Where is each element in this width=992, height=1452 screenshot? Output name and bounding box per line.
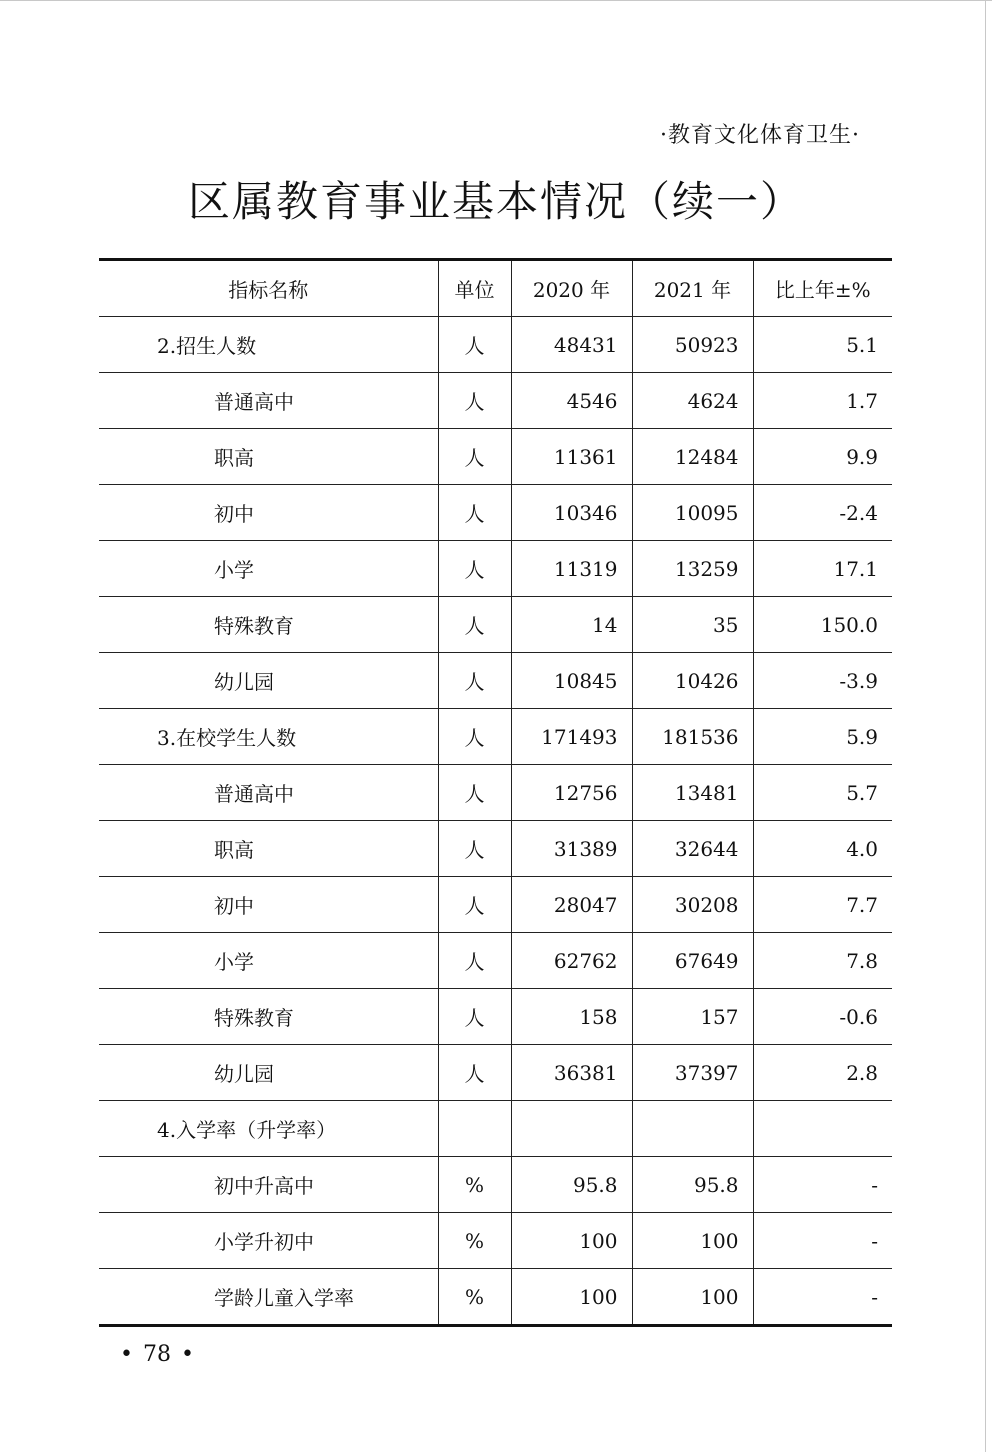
value-2020-cell: 62762	[511, 933, 632, 989]
unit-cell: 人	[438, 541, 511, 597]
change-cell: -	[753, 1269, 892, 1326]
indicator-name: 普通高中	[99, 373, 438, 429]
page-top-edge	[0, 0, 992, 1]
value-2021-cell: 157	[632, 989, 753, 1045]
value-2021-cell: 37397	[632, 1045, 753, 1101]
column-header-indicator: 指标名称	[99, 260, 438, 317]
change-cell: 7.7	[753, 877, 892, 933]
indicator-name: 4.入学率（升学率）	[99, 1101, 438, 1157]
value-2020-cell: 158	[511, 989, 632, 1045]
indicator-name: 特殊教育	[99, 597, 438, 653]
value-2020-cell: 36381	[511, 1045, 632, 1101]
indicator-name: 幼儿园	[99, 1045, 438, 1101]
column-header-unit: 单位	[438, 260, 511, 317]
value-2021-cell: 100	[632, 1213, 753, 1269]
table-row	[99, 1045, 892, 1101]
value-2020-cell: 12756	[511, 765, 632, 821]
indicator-name: 特殊教育	[99, 989, 438, 1045]
change-cell: 150.0	[753, 597, 892, 653]
unit-cell: 人	[438, 709, 511, 765]
indicator-name: 小学升初中	[99, 1213, 438, 1269]
column-header-change: 比上年±%	[753, 260, 892, 317]
table-row	[99, 877, 892, 933]
value-2021-cell	[632, 1101, 753, 1157]
value-2021-cell: 67649	[632, 933, 753, 989]
value-2020-cell	[511, 1101, 632, 1157]
education-statistics-table	[99, 258, 892, 1327]
value-2021-cell: 13259	[632, 541, 753, 597]
indicator-name: 2.招生人数	[99, 317, 438, 373]
value-2020-cell: 28047	[511, 877, 632, 933]
table-row	[99, 429, 892, 485]
unit-cell: 人	[438, 933, 511, 989]
value-2021-cell: 50923	[632, 317, 753, 373]
change-cell: 7.8	[753, 933, 892, 989]
value-2020-cell: 95.8	[511, 1157, 632, 1213]
indicator-name: 职高	[99, 429, 438, 485]
value-2020-cell: 11361	[511, 429, 632, 485]
table-row	[99, 1269, 892, 1326]
indicator-name: 幼儿园	[99, 653, 438, 709]
table-row	[99, 989, 892, 1045]
change-cell: 4.0	[753, 821, 892, 877]
unit-cell: 人	[438, 821, 511, 877]
change-cell: -	[753, 1213, 892, 1269]
bullet-right: •	[180, 1342, 194, 1367]
table-row	[99, 821, 892, 877]
change-cell: 2.8	[753, 1045, 892, 1101]
table-row	[99, 709, 892, 765]
unit-cell: 人	[438, 1045, 511, 1101]
value-2021-cell: 12484	[632, 429, 753, 485]
value-2020-cell: 11319	[511, 541, 632, 597]
indicator-name: 普通高中	[99, 765, 438, 821]
value-2021-cell: 32644	[632, 821, 753, 877]
change-cell: -2.4	[753, 485, 892, 541]
value-2020-cell: 171493	[511, 709, 632, 765]
change-cell	[753, 1101, 892, 1157]
unit-cell: 人	[438, 597, 511, 653]
table-header-row	[99, 260, 892, 317]
table-row	[99, 765, 892, 821]
unit-cell: 人	[438, 653, 511, 709]
table-row	[99, 373, 892, 429]
indicator-name: 初中	[99, 877, 438, 933]
section-header: ·教育文化体育卫生·	[660, 123, 860, 148]
page-number: 78	[142, 1342, 171, 1367]
value-2021-cell: 10426	[632, 653, 753, 709]
change-cell: -	[753, 1157, 892, 1213]
value-2021-cell: 4624	[632, 373, 753, 429]
change-cell: -3.9	[753, 653, 892, 709]
unit-cell	[438, 1101, 511, 1157]
table-row	[99, 317, 892, 373]
page-title: 区属教育事业基本情况（续一）	[187, 177, 804, 226]
table-row	[99, 597, 892, 653]
indicator-name: 初中升高中	[99, 1157, 438, 1213]
indicator-name: 初中	[99, 485, 438, 541]
value-2020-cell: 100	[511, 1269, 632, 1326]
unit-cell: %	[438, 1213, 511, 1269]
value-2021-cell: 13481	[632, 765, 753, 821]
value-2020-cell: 10845	[511, 653, 632, 709]
value-2020-cell: 10346	[511, 485, 632, 541]
indicator-name: 学龄儿童入学率	[99, 1269, 438, 1326]
value-2020-cell: 4546	[511, 373, 632, 429]
change-cell: 9.9	[753, 429, 892, 485]
value-2021-cell: 181536	[632, 709, 753, 765]
value-2021-cell: 10095	[632, 485, 753, 541]
change-cell: 1.7	[753, 373, 892, 429]
table-row	[99, 933, 892, 989]
indicator-name: 3.在校学生人数	[99, 709, 438, 765]
indicator-name: 小学	[99, 933, 438, 989]
value-2021-cell: 95.8	[632, 1157, 753, 1213]
value-2021-cell: 30208	[632, 877, 753, 933]
page-right-edge	[985, 0, 986, 1452]
unit-cell: %	[438, 1269, 511, 1326]
column-header-2021: 2021 年	[632, 260, 753, 317]
value-2021-cell: 100	[632, 1269, 753, 1326]
value-2021-cell: 35	[632, 597, 753, 653]
indicator-name: 小学	[99, 541, 438, 597]
page-number-footer	[110, 1342, 204, 1367]
table-row	[99, 1101, 892, 1157]
value-2020-cell: 14	[511, 597, 632, 653]
table-row	[99, 1157, 892, 1213]
change-cell: 5.9	[753, 709, 892, 765]
unit-cell: 人	[438, 485, 511, 541]
unit-cell: 人	[438, 429, 511, 485]
table-row	[99, 653, 892, 709]
bullet-left: •	[120, 1342, 133, 1367]
unit-cell: 人	[438, 989, 511, 1045]
column-header-2020: 2020 年	[511, 260, 632, 317]
change-cell: 5.7	[753, 765, 892, 821]
table-row	[99, 541, 892, 597]
value-2020-cell: 100	[511, 1213, 632, 1269]
unit-cell: %	[438, 1157, 511, 1213]
unit-cell: 人	[438, 317, 511, 373]
table-row	[99, 485, 892, 541]
change-cell: 17.1	[753, 541, 892, 597]
table-row	[99, 1213, 892, 1269]
unit-cell: 人	[438, 877, 511, 933]
unit-cell: 人	[438, 765, 511, 821]
value-2020-cell: 31389	[511, 821, 632, 877]
change-cell: -0.6	[753, 989, 892, 1045]
indicator-name: 职高	[99, 821, 438, 877]
change-cell: 5.1	[753, 317, 892, 373]
value-2020-cell: 48431	[511, 317, 632, 373]
unit-cell: 人	[438, 373, 511, 429]
